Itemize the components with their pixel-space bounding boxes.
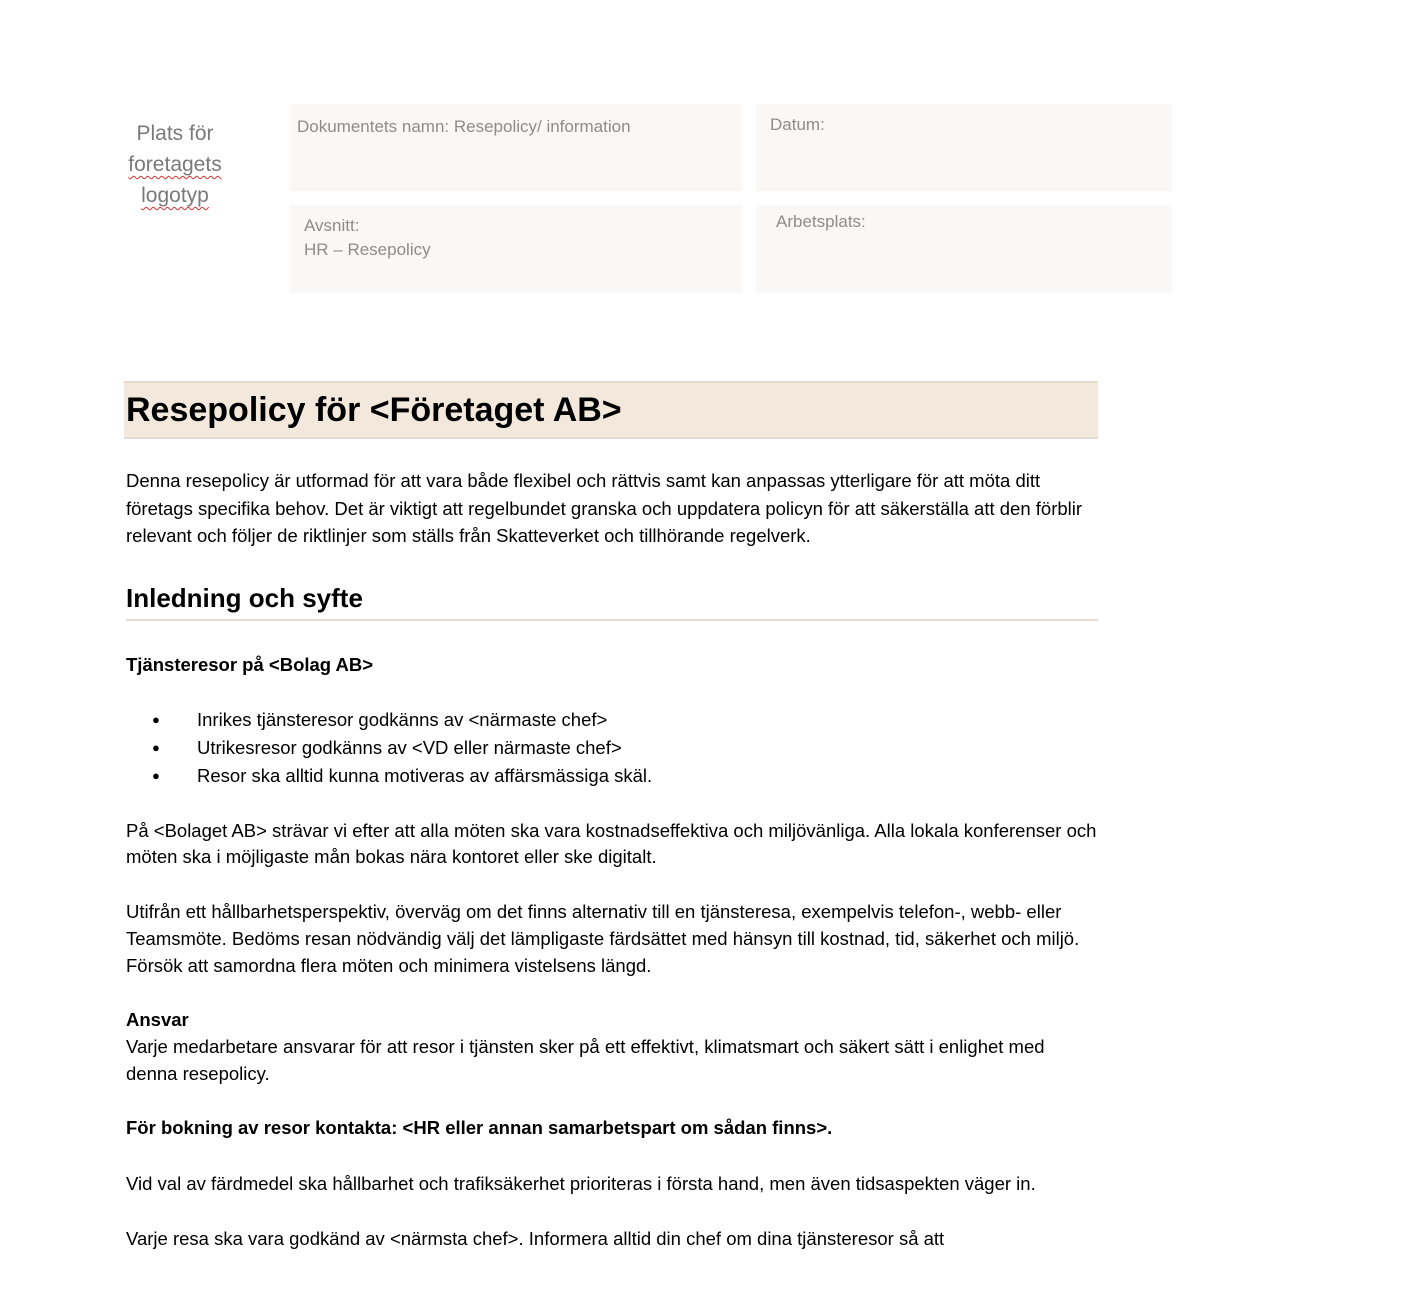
workplace-field[interactable] (756, 205, 1172, 293)
meetings-paragraph: På <Bolaget AB> strävar vi efter att alla möten ska vara kostnadseffektiva och miljövänliga. Alla lokala konferenser och möten ska i möjligaste mån bokas nära kontoret eller ske digitalt. (126, 820, 1097, 867)
section-label: Avsnitt: (304, 216, 360, 235)
document-body (126, 467, 1098, 1252)
logo-placeholder (110, 118, 240, 211)
workplace-label: Arbetsplats: (776, 212, 866, 231)
section-heading: Inledning och syfte (126, 581, 1098, 621)
intro-paragraph: Denna resepolicy är utformad för att vara både flexibel och rättvis samt kan anpassas ytterligare för att möta ditt företags specifika behov. Det är viktigt att regelbundet granska och uppdatera policyn för att säkerställa att den förblir relevant och följer de riktlinjer som ställs från Skatteverket och tillhörande regelverk. (126, 470, 1083, 546)
section-value: HR – Resepolicy (304, 240, 431, 259)
bullet-list (126, 706, 1098, 790)
date-field[interactable] (756, 104, 1172, 191)
date-label: Datum: (770, 115, 825, 134)
booking-contact: För bokning av resor kontakta: <HR eller annan samarbetspart om sådan finns>. (126, 1117, 833, 1138)
logo-line: logotyp (141, 184, 209, 207)
responsibility-heading: Ansvar (126, 1009, 189, 1030)
section-field[interactable] (290, 205, 742, 293)
list-item: ● Inrikes tjänsteresor godkänns av <närmaste chef> (126, 706, 1098, 734)
responsibility-paragraph: Varje medarbetare ansvarar för att resor i tjänsten sker på ett effektivt, klimatsmart och säkert sätt i enlighet med denna resepolicy. (126, 1036, 1045, 1084)
document-name-label: Dokumentets namn: Resepolicy/ information (297, 117, 631, 136)
approval-paragraph: Varje resa ska vara godkänd av <närmsta chef>. Informera alltid din chef om dina tjänsteresor så att (126, 1227, 945, 1249)
logo-line: foretagets (128, 153, 222, 176)
document-name-field[interactable] (290, 104, 742, 191)
subheading: Tjänsteresor på <Bolag AB> (126, 653, 374, 675)
transport-paragraph: Vid val av färdmedel ska hållbarhet och trafiksäkerhet prioriteras i första hand, men även tidsaspekten väger in. (126, 1172, 1036, 1194)
list-item: ● Resor ska alltid kunna motiveras av affärsmässiga skäl. (126, 762, 1098, 790)
document-title: Resepolicy för <Företaget AB> (124, 381, 1098, 439)
logo-line: Plats för (136, 122, 214, 145)
sustainability-paragraph: Utifrån ett hållbarhetsperspektiv, överväg om det finns alternativ till en tjänsteresa, exempelvis telefon-, webb- eller Teamsmöte. Bedöms resan nödvändig välj det lämpligaste färdsättet med hänsyn till kostnad, tid, säkerhet och miljö. Försök att samordna flera möten och minimera vistelsens längd. (126, 901, 1080, 976)
list-item: ● Utrikesresor godkänns av <VD eller närmaste chef> (126, 734, 1098, 762)
